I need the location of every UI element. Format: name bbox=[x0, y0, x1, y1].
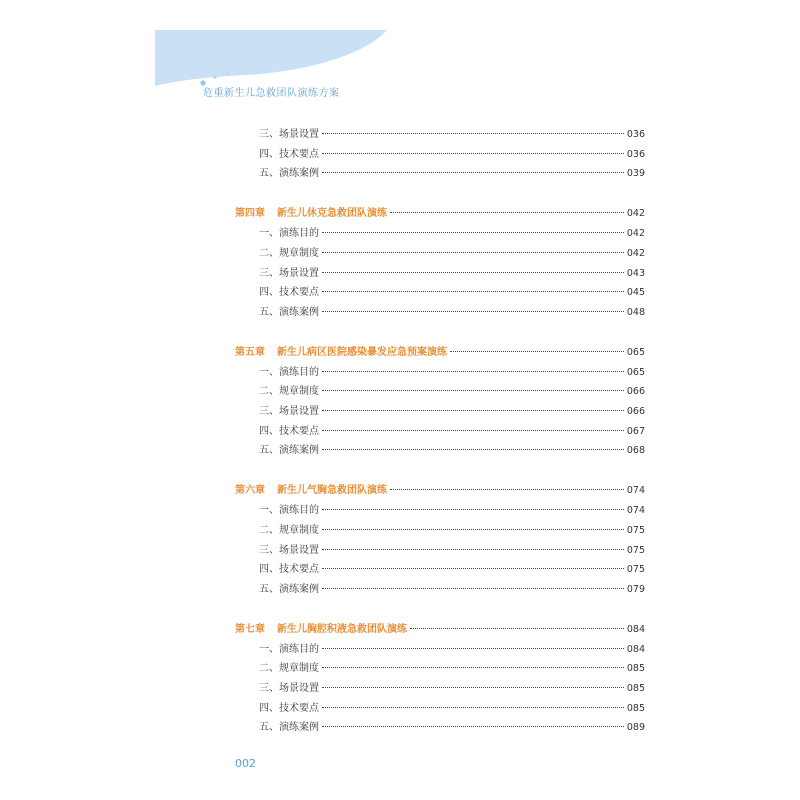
toc-section-label: 二、规章制度 bbox=[259, 524, 319, 536]
toc-section-entry[interactable] bbox=[259, 444, 645, 458]
toc-dot-leader bbox=[322, 272, 624, 273]
toc-section-label: 二、规章制度 bbox=[259, 663, 319, 675]
book-page bbox=[155, 30, 645, 775]
toc-section-label: 一、演练目的 bbox=[259, 228, 319, 240]
toc-chapter-number: 第五章 bbox=[235, 346, 265, 358]
toc-dot-leader bbox=[322, 133, 624, 134]
toc-dot-leader bbox=[322, 449, 624, 450]
toc-page-number: 042 bbox=[626, 208, 645, 220]
toc-section-entry[interactable] bbox=[259, 504, 645, 518]
toc-chapter-title bbox=[235, 207, 387, 221]
toc-chapter-label: 新生儿病区医院感染暴发应急预案演练 bbox=[277, 346, 447, 358]
toc-dot-leader bbox=[322, 153, 624, 154]
toc-page-number: 089 bbox=[626, 722, 645, 734]
toc-section-label: 三、场景设置 bbox=[259, 544, 319, 556]
toc-dot-leader bbox=[322, 430, 624, 431]
toc-section-entry[interactable] bbox=[259, 128, 645, 142]
toc-page-number: 043 bbox=[626, 267, 645, 279]
toc-dot-leader bbox=[322, 707, 624, 708]
toc-dot-leader bbox=[322, 371, 624, 372]
toc-section-label: 五、演练案例 bbox=[259, 445, 319, 457]
toc-page-number: 084 bbox=[626, 643, 645, 655]
toc-section-entry[interactable] bbox=[259, 662, 645, 676]
toc-chapter-number: 第六章 bbox=[235, 485, 265, 497]
toc-dot-leader bbox=[390, 212, 624, 213]
toc-section-label: 三、场景设置 bbox=[259, 267, 319, 279]
toc-section-entry[interactable] bbox=[259, 405, 645, 419]
toc-chapter-label: 新生儿胸腔积液急救团队演练 bbox=[277, 623, 407, 635]
toc-chapter-label: 新生儿气胸急救团队演练 bbox=[277, 485, 387, 497]
toc-dot-leader bbox=[322, 509, 624, 510]
toc-section-label: 四、技术要点 bbox=[259, 425, 319, 437]
toc-section-label: 四、技术要点 bbox=[259, 702, 319, 714]
toc-section-entry[interactable] bbox=[259, 721, 645, 735]
toc-dot-leader bbox=[322, 311, 624, 312]
toc-section-label: 四、技术要点 bbox=[259, 148, 319, 160]
toc-dot-leader bbox=[322, 390, 624, 391]
toc-chapter-label: 新生儿休克急救团队演练 bbox=[277, 208, 387, 220]
toc-dot-leader bbox=[322, 568, 624, 569]
toc-page-number: 074 bbox=[626, 485, 645, 497]
toc-section-label: 五、演练案例 bbox=[259, 583, 319, 595]
toc-section-label: 四、技术要点 bbox=[259, 564, 319, 576]
toc-section-entry[interactable] bbox=[259, 425, 645, 439]
toc-section-label: 四、技术要点 bbox=[259, 287, 319, 299]
toc-section-label: 一、演练目的 bbox=[259, 505, 319, 517]
toc-chapter-entry[interactable] bbox=[235, 484, 645, 498]
toc-chapter-title bbox=[235, 346, 447, 360]
toc-section-entry[interactable] bbox=[259, 167, 645, 181]
toc-chapter-number: 第七章 bbox=[235, 623, 265, 635]
toc-dot-leader bbox=[322, 232, 624, 233]
toc-page-number: 075 bbox=[626, 564, 645, 576]
toc-section-entry[interactable] bbox=[259, 227, 645, 241]
toc-section-entry[interactable] bbox=[259, 702, 645, 716]
toc-page-number: 075 bbox=[626, 544, 645, 556]
toc-dot-leader bbox=[410, 628, 624, 629]
page-number: 002 bbox=[235, 757, 256, 770]
toc-chapter-entry[interactable] bbox=[235, 623, 645, 637]
toc-dot-leader bbox=[322, 252, 624, 253]
toc-dot-leader bbox=[322, 726, 624, 727]
toc-section-label: 一、演练目的 bbox=[259, 366, 319, 378]
toc-page-number: 074 bbox=[626, 505, 645, 517]
toc-chapter-number: 第四章 bbox=[235, 208, 265, 220]
toc-section-entry[interactable] bbox=[259, 148, 645, 162]
toc-chapter-title bbox=[235, 623, 407, 637]
toc-page-number: 048 bbox=[626, 306, 645, 318]
toc-page-number: 085 bbox=[626, 702, 645, 714]
toc-dot-leader bbox=[450, 351, 624, 352]
toc-section-entry[interactable] bbox=[259, 366, 645, 380]
toc-page-number: 068 bbox=[626, 445, 645, 457]
toc-dot-leader bbox=[322, 648, 624, 649]
toc-dot-leader bbox=[322, 172, 624, 173]
toc-dot-leader bbox=[322, 588, 624, 589]
toc-section-entry[interactable] bbox=[259, 544, 645, 558]
toc-section-entry[interactable] bbox=[259, 583, 645, 597]
toc-section-label: 二、规章制度 bbox=[259, 386, 319, 398]
toc-section-entry[interactable] bbox=[259, 563, 645, 577]
toc-dot-leader bbox=[322, 410, 624, 411]
toc-page-number: 066 bbox=[626, 386, 645, 398]
toc-page-number: 067 bbox=[626, 425, 645, 437]
running-header-title: 危重新生儿急救团队演练方案 bbox=[203, 88, 340, 99]
toc-section-entry[interactable] bbox=[259, 267, 645, 281]
toc-section-label: 三、场景设置 bbox=[259, 683, 319, 694]
toc-page-number: 042 bbox=[626, 247, 645, 259]
toc-section-label: 五、演练案例 bbox=[259, 306, 319, 318]
toc-dot-leader bbox=[322, 687, 624, 688]
toc-page-number: 084 bbox=[626, 623, 645, 635]
toc-section-label: 五、演练案例 bbox=[259, 168, 319, 180]
toc-dot-leader bbox=[322, 291, 624, 292]
toc-dot-leader bbox=[322, 529, 624, 530]
toc-section-entry[interactable] bbox=[259, 247, 645, 261]
toc-section-label: 三、场景设置 bbox=[259, 129, 319, 140]
toc-dot-leader bbox=[390, 489, 624, 490]
toc-page-number: 066 bbox=[626, 406, 645, 417]
toc-chapter-entry[interactable] bbox=[235, 346, 645, 360]
toc-page-number: 079 bbox=[626, 583, 645, 595]
toc-page-number: 045 bbox=[626, 287, 645, 299]
toc-section-entry[interactable] bbox=[259, 306, 645, 320]
toc-page-number: 085 bbox=[626, 663, 645, 675]
toc-section-entry[interactable] bbox=[259, 643, 645, 657]
toc-page-number: 036 bbox=[626, 148, 645, 160]
toc-section-label: 三、场景设置 bbox=[259, 406, 319, 417]
toc-section-label: 二、规章制度 bbox=[259, 247, 319, 259]
toc-section-entry[interactable] bbox=[259, 286, 645, 300]
toc-section-entry[interactable] bbox=[259, 524, 645, 538]
toc-section-entry[interactable] bbox=[259, 385, 645, 399]
toc-page-number: 075 bbox=[626, 524, 645, 536]
toc-page-number: 065 bbox=[626, 366, 645, 378]
toc-section-entry[interactable] bbox=[259, 682, 645, 696]
toc-chapter-entry[interactable] bbox=[235, 207, 645, 221]
toc-page-number: 085 bbox=[626, 683, 645, 694]
toc-section-label: 一、演练目的 bbox=[259, 643, 319, 655]
toc-page-number: 042 bbox=[626, 228, 645, 240]
toc-chapter-title bbox=[235, 484, 387, 498]
toc-dot-leader bbox=[322, 667, 624, 668]
toc-dot-leader bbox=[322, 549, 624, 550]
toc-page-number: 065 bbox=[626, 346, 645, 358]
toc-page-number: 036 bbox=[626, 129, 645, 140]
toc-page-number: 039 bbox=[626, 168, 645, 180]
toc-section-label: 五、演练案例 bbox=[259, 722, 319, 734]
